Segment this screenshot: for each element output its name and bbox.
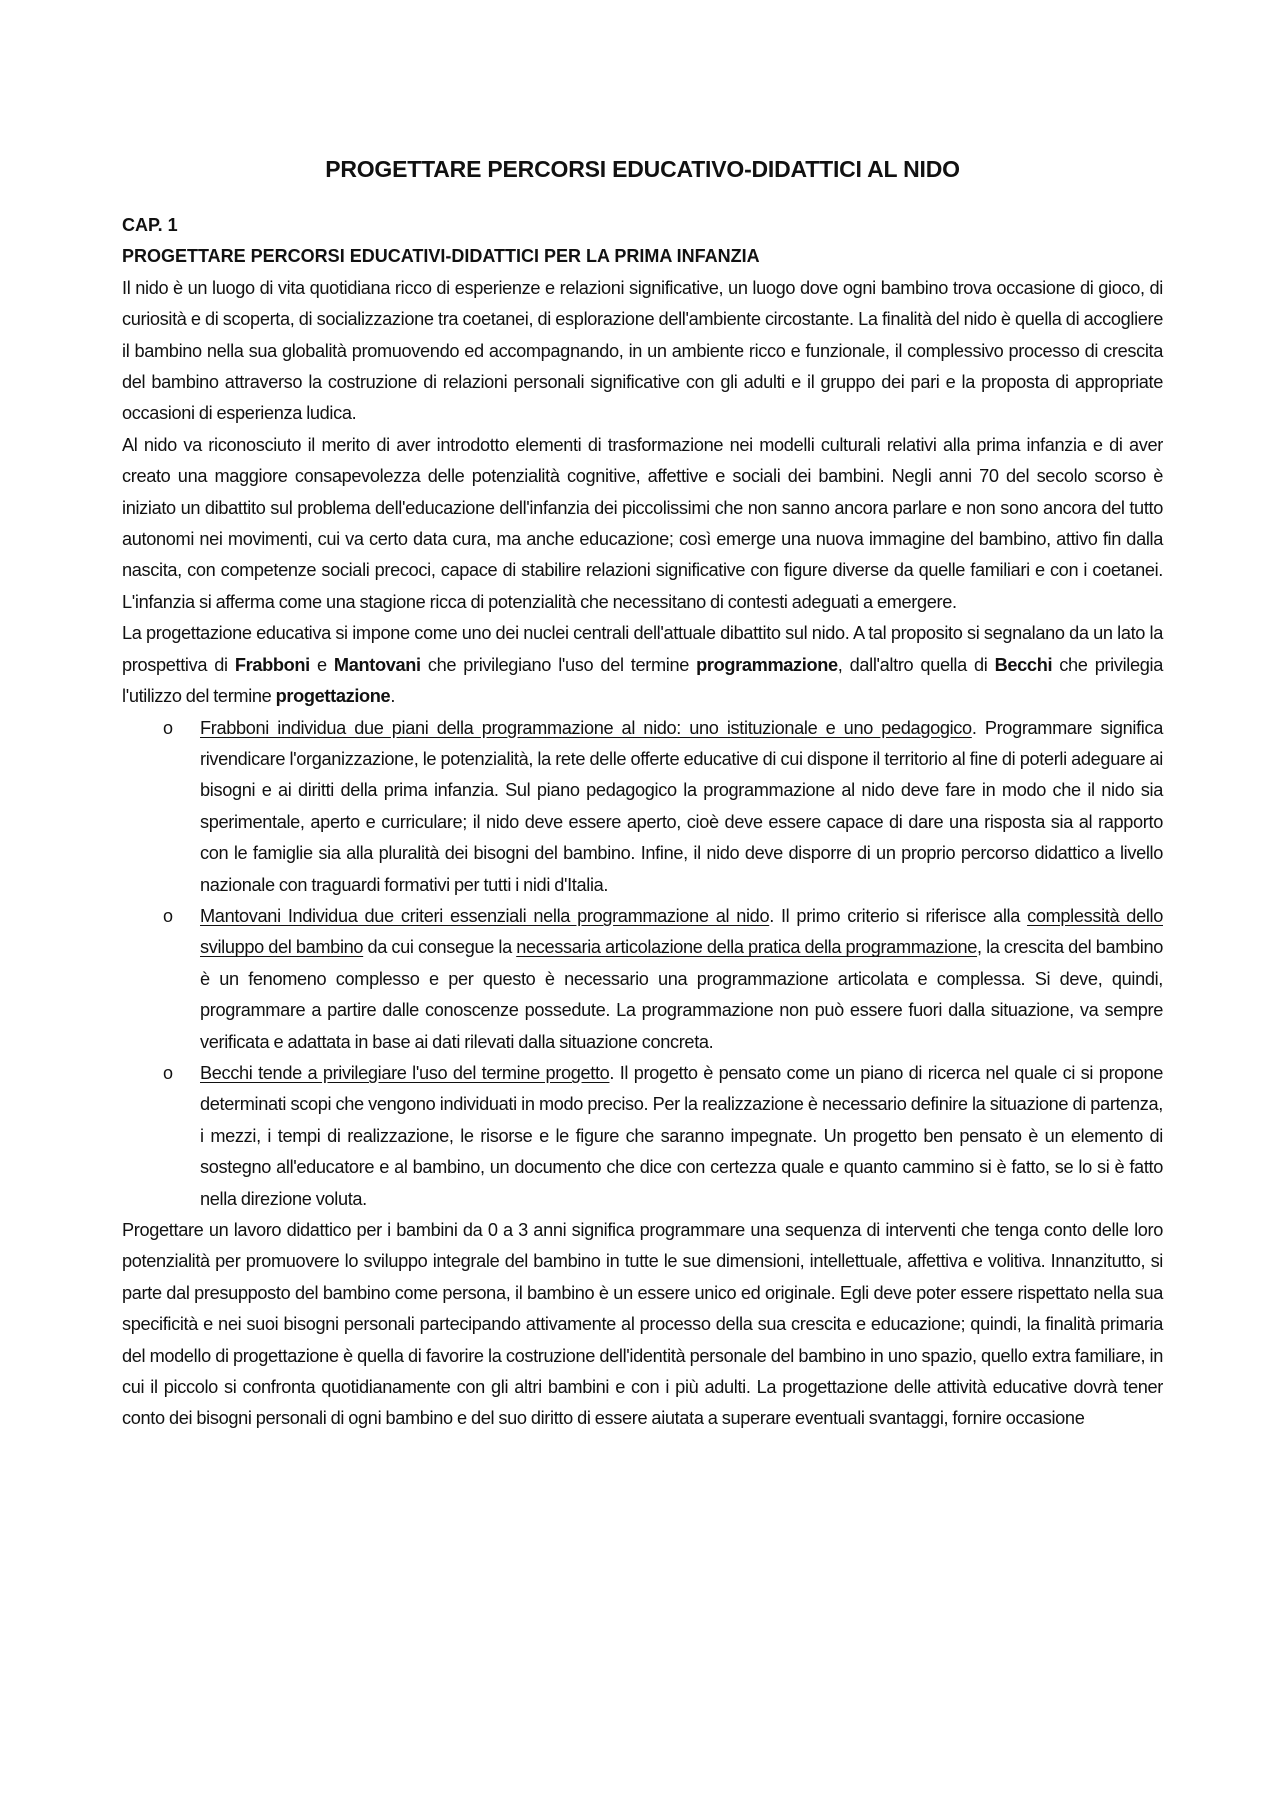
underlined-phrase: necessaria articolazione della pratica della programmazione — [516, 937, 978, 958]
list-item-frabboni — [122, 713, 1163, 901]
text-run: . Programmare significa rivendicare l'organizzazione, le potenzialità, la rete delle offerte educative di cui dispone il territorio al fine di poterli adeguare ai bisogni e ai diritti della prima infanzia. Sul piano pedagogico la programmazione al nido deve fare in modo che il nido sia sperimentale, aperto e curriculare; il nido deve essere aperto, cioè deve essere capace di dare una risposta sia al rapporto con le famiglie sia alla pluralità dei bisogni del bambino. Infine, il nido deve disporre di un proprio percorso didattico a livello nazionale con traguardi formativi per tutti i nidi d'Italia. — [200, 717, 1163, 895]
paragraph-intro: Il nido è un luogo di vita quotidiana ricco di esperienze e relazioni significative, un luogo dove ogni bambino trova occasione di gioco, di curiosità e di scoperta, di socializzazione tra coetanei, di esplorazione dell'ambiente circostante. La finalità del nido è quella di accogliere il bambino nella sua globalità promuovendo ed accompagnando, in un ambiente ricco e funzionale, il complessivo processo di crescita del bambino attraverso la costruzione di relazioni personali significative con gli adulti e il gruppo dei pari e la proposta di appropriate occasioni di esperienza ludica. — [122, 277, 1163, 424]
bullet-circle-icon: o — [163, 1062, 174, 1083]
underlined-phrase: Becchi tende a privilegiare l'uso del termine progetto — [200, 1062, 610, 1083]
document-title: PROGETTARE PERCORSI EDUCATIVO-DIDATTICI AL NIDO — [325, 156, 960, 182]
text-run: , dall'altro quella di — [837, 654, 995, 675]
list-item-text — [200, 901, 1163, 1058]
text-run: . Il progetto è pensato come un piano di ricerca nel quale ci si propone determinati scopi che vengono individuati in modo preciso. Per la realizzazione è necessario definire la situazione di partenza, i mezzi, i tempi di realizzazione, le risorse e le figure che saranno impegnate. Un progetto ben pensato è un elemento di sostegno all'educatore e al bambino, un documento che dice con certezza quale e quanto cammino si è fatto, se lo si è fatto nella direzione voluta. — [200, 1062, 1163, 1209]
list-item-mantovani — [122, 901, 1163, 1058]
underlined-phrase: Frabboni individua due piani della programmazione al nido: uno istituzionale e uno pedagogico — [200, 717, 972, 738]
list-item-text — [200, 1058, 1163, 1215]
paragraph-progettare: Progettare un lavoro didattico per i bambini da 0 a 3 anni significa programmare una sequenza di interventi che tenga conto delle loro potenzialità per promuovere lo sviluppo integrale del bambino in tutte le sue dimensioni, intellettuale, affettiva e volitiva. Innanzitutto, si parte dal presupposto del bambino come persona, il bambino è un essere unico ed originale. Egli deve poter essere rispettato nella sua specificità e nei suoi bisogni personali partecipando attivamente al processo della sua crescita e educazione; quindi, la finalità primaria del modello di progettazione è quella di favorire la costruzione dell'identità personale del bambino in uno spazio, quello extra familiare, in cui il piccolo si confronta quotidianamente con gli altri bambini e con i più adulti. La progettazione delle attività educative dovrà tener conto dei bisogni personali di ogni bambino e del suo diritto di essere aiutata a superare eventuali svantaggi, fornire occasione — [122, 1220, 1163, 1429]
text-run: e — [309, 654, 334, 675]
bold-term-mantovani: Mantovani — [333, 654, 421, 675]
text-run: La progettazione educativa si impone come uno dei nuclei centrali dell'attuale dibattito sul nido. A tal proposito si segnalano da un lato la prospettiva di — [122, 623, 1163, 675]
bold-term-progettazione: progettazione — [275, 686, 391, 707]
text-run: da cui consegue la — [363, 937, 517, 958]
underlined-phrase: Mantovani Individua due criteri essenziali nella programmazione al nido — [200, 905, 770, 926]
bullet-circle-icon: o — [163, 717, 174, 738]
text-run: . — [390, 686, 396, 707]
chapter-label: CAP. 1 — [122, 215, 178, 235]
text-run: . Il primo criterio si riferisce alla — [769, 905, 1028, 926]
chapter-title: PROGETTARE PERCORSI EDUCATIVI-DIDATTICI PER LA PRIMA INFANZIA — [122, 246, 760, 267]
text-run: che privilegiano l'uso del termine — [420, 654, 697, 675]
text-run: , la crescita del bambino è un fenomeno complesso e per questo è necessario una programmazione articolata e complessa. Si deve, quindi, programmare a partire dalle conoscenze possedute. La programmazione non può essere fuori dalla situazione, va sempre verificata e adattata in base ai dati rilevati dalla situazione concreta. — [200, 937, 1164, 1052]
bold-term-frabboni: Frabboni — [234, 654, 310, 675]
text-run: che privilegia l'utilizzo del termine — [122, 654, 1163, 707]
list-item-becchi — [122, 1058, 1163, 1215]
authors-list — [122, 713, 1163, 1216]
list-item-text — [200, 713, 1163, 901]
bold-term-becchi: Becchi — [994, 654, 1053, 675]
document-page — [122, 154, 1163, 1435]
bold-term-programmazione: programmazione — [696, 654, 838, 675]
underlined-phrase: complessità dello sviluppo del bambino — [200, 905, 1163, 958]
paragraph-history: Al nido va riconosciuto il merito di aver introdotto elementi di trasformazione nei modelli culturali relativi alla prima infanzia e di aver creato una maggiore consapevolezza delle potenzialità cognitive, affettive e sociali dei bambini. Negli anni 70 del secolo scorso è iniziato un dibattito sul problema dell'educazione dell'infanzia dei piccolissimi che non sanno ancora parlare e non sono ancora del tutto autonomi nei movimenti, cui va certo data cura, ma anche educazione; così emerge una nuova immagine del bambino, attivo fin dalla nascita, con competenze sociali precoci, capace di stabilire relazioni significative con figure diverse da quelle familiari e con i coetanei. L'infanzia si afferma come una stagione ricca di potenzialità che necessitano di contesti adeguati a emergere. — [122, 434, 1163, 612]
paragraph-progettazione — [122, 618, 1163, 712]
bullet-circle-icon: o — [163, 905, 174, 926]
